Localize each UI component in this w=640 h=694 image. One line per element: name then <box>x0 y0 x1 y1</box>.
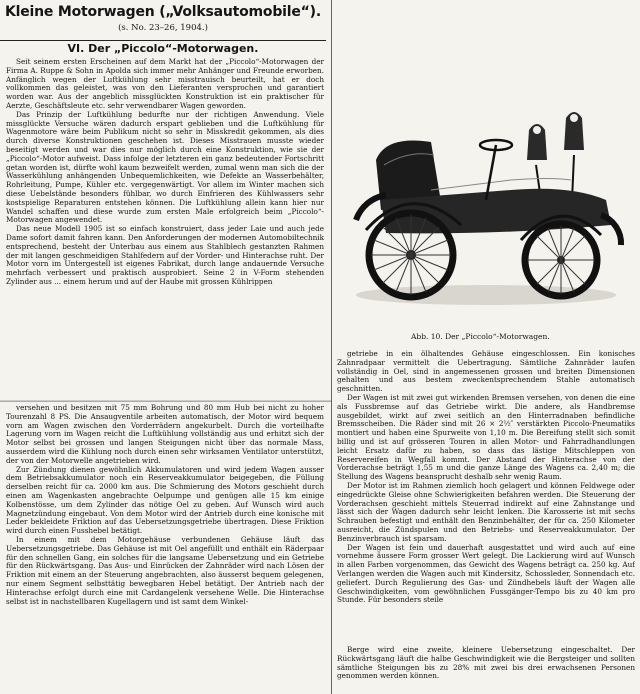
section-title: VI. Der „Piccolo“-Motorwagen. <box>67 42 259 55</box>
paragraph: Der Wagen ist fein und dauerhaft ausgestattet und wird auch auf eine vornehme äussere Form grosser Wert gelegt. Die Lackierung wird auf Wunsch in allen Farben vorgenommen, das Gewicht des Wagens beträgt ca. 250 kg. Auf Verlangen werden die Wagen auch mit Kindersitz, Schossleder, Sonnendach etc. geliefert. Durch Regulierung des Gas- und Zündhebels läuft der Wagen alle Geschwindigkeiten, vom gewöhnlichen Fussgänger-Tempo bis zu 40 km pro Stunde. Für besonders steile <box>337 542 635 605</box>
figure-caption: Abb. 10. Der „Piccolo“-Motorwagen. <box>411 332 550 341</box>
article-header <box>0 0 326 41</box>
right-column-upper <box>337 350 635 640</box>
scan-fold-line <box>0 400 331 402</box>
paragraph: Zur Zündung dienen gewöhnlich Akkumulatoren und wird jedem Wagen ausser dem Betriebsakkumulator noch ein Reserveakkumulator beigegeben, die Füllung derselben reicht für ca. 2000 km aus. Die Schmierung des Motors geschieht durch einen am Wagenkasten angebrachte Oelpumpe und genügen alle 15 km einige Kolbenstösse, um dem Zylinder das nötige Oel zu geben. Auf Wunsch wird auch Magnetzündung eingebaut. Von dem Motor wird der Antrieb durch eine konische mit Leder bekleidete Friktion auf das Uebersetzungsgetriebe übertragen. Diese Friktion wird durch einen Fusshebel betätigt. <box>6 464 324 536</box>
paragraph: Der Wagen ist mit zwei gut wirkenden Bremsen versehen, von denen die eine als Fussbremse auf das Getriebe wirkt. Die andere, als Handbremse ausgebildet, wirkt auf zwei seitlich an den Hinterradnaben befindliche Bremsscheiben. Die Räder sind mit 26 × 2½″ verstärkten Piccolo-Pneumatiks montiert und haben eine Spurweite von 1,10 m. Die Bereifung stellt sich somit billig und ist auf grösseren Touren in allen Motor- und Fahrradhandlungen leicht Ersatz dafür zu haben, so dass das lästige Mitschleppen von Reservereifen in Wegfall kommt. Der Abstand der Hinterachse von der Vorderachse beträgt 1,55 m und die ganze Länge des Wagens ca. 2,40 m; die Stellung des Wagens beansprucht deshalb sehr wenig Raum. <box>337 392 635 482</box>
paragraph: Das neue Modell 1905 ist so einfach konstruiert, dass jeder Laie und auch jede Dame sofort damit fahren kann. Den Anforderungen der modernen Automobiltechnik entsprechend, besteht der Unterbau aus einem aus Stahlblech gestanzten Rahmen der mit langen geschmeidigen Stahlfedern auf der Vorder- und Hinterachse ruht. Der Motor vorn im Untergestell ist eigenes Fabrikat, durch lange andauernde Versuche mehrfach verbessert und praktisch ausprobiert. Seine 2 in V-Form stehenden Zylinder aus ... einem herum und auf der Haube mit grossen Kühlrippen <box>6 224 324 286</box>
paragraph: In einem mit dem Motorgehäuse verbundenen Gehäuse läuft das Uebersetzungsgetriebe. Das Gehäuse ist mit Oel angefüllt und enthält ein Räderpaar für den schnellen Gang, ein solches für die langsame Uebersetzung und ein Getriebe für den Rückwärtsgang. Das Aus- und Einrücken der Zahnräder wird nach Lösen der Friktion mit einem an der Steuerung angebrachten, also äusserst bequem gelegenen, nur einem Segment selbsttätig bewegbaren Hebel betätigt. Der Antrieb nach der Hinterachse erfolgt durch eine mit Cardangelenk versehene Welle. Die Hinterachse selbst ist in nachstellbaren Kugellagern und ist samt dem Winkel- <box>6 534 324 606</box>
column-divider <box>331 0 332 694</box>
car-illustration <box>336 90 636 345</box>
issue-reference: (s. No. 23–26, 1904.) <box>118 23 208 33</box>
paragraph: Seit seinem ersten Erscheinen auf dem Markt hat der „Piccolo“-Motorwagen der Firma A. Ruppe & Sohn in Apolda sich immer mehr Anhänger und Freunde erworben. Anfänglich wegen der Luftkühlung sehr misstrauisch beurteilt, hat er doch vollkommen das geleistet, was von den Lieferanten versprochen und garantiert worden war. Aus der angeblich missglückten Konstruktion ist ein praktischer für Aerzte, Geschäftsleute etc. sehr verwendbarer Wagen geworden. <box>6 58 324 110</box>
paragraph: getriebe in ein ölhaltendes Gehäuse eingeschlossen. Ein konisches Zahnradpaar vermittelt die Uebertragung. Sämtliche Zahnräder laufen vollständig in Oel, sind in angemessenen grossen und breiten Dimensionen gehalten und aus bestem zweckentsprechendem Stahle automatisch geschnitten. <box>337 350 635 394</box>
left-column-upper <box>6 58 324 398</box>
paragraph: versehen und besitzen mit 75 mm Bohrung und 80 mm Hub bei nicht zu hoher Tourenzahl 8 PS. Die Ansaugventile arbeiten automatisch, der Motor wird bequem vorn am Wagen zwischen den Vorderrädern angekurbelt. Durch die vorteilhafte Lagerung vorn im Wagen reicht die Luftkühlung vollständig aus und erhitzt sich der Motor selbst bei grossen und langen Steigungen nicht über das normale Mass, ausserdem wird die Kühlung noch durch einen sehr wirksamen Ventilator unterstützt, der von der Motorwelle angetrieben wird. <box>6 404 324 465</box>
piccolo-car-drawing <box>336 90 636 330</box>
right-column-lower <box>337 646 635 692</box>
left-column-lower <box>6 404 324 692</box>
paragraph: Das Prinzip der Luftkühlung bedurfte nur der richtigen Anwendung. Viele missglückte Versuche wären dadurch erspart geblieben und die Luftkühlung für Wagenmotore wäre beim Publikum nicht so sehr in Misskredit gekommen, als dies durch diverse Konstruktionen geschehen ist. Dieses Misstrauen musste wieder beseitigt werden und war dies nur möglich durch eine Konstruktion, wie sie der „Piccolo“-Motor aufweist. Dass infolge der letzteren ein ganz bedeutender Fortschritt getan worden ist, dürfte wohl kaum bezweifelt werden, zumal wenn man sich die der Wasserkühlung anhängenden Unbequemlichkeiten, wie Defekte an Wasserbehälter, Rohrleitung, Pumpe, Kühler etc. vergegenwärtigt. Vor allem im Winter machen sich diese Uebelstände besonders fühlbar, wo durch Einfrieren des Kühlwassers sehr kostspielige Reparaturen entstehen können. Die Luftkühlung allein kann hier nur Wandel schaffen und diese wurde zum ersten Male erfolgreich beim „Piccolo“-Motorwagen angewendet. <box>6 109 324 225</box>
paragraph: Berge wird eine zweite, kleinere Uebersetzung eingeschaltet. Der Rückwärtsgang läuft die halbe Geschwindigkeit wie die Bergsteiger und sollten sämtliche Steigungen bis zu 28% mit zwei bis drei erwachsenen Personen genommen werden können. <box>337 646 635 681</box>
article-title: Kleine Motorwagen („Volksautomobile“). <box>5 4 321 20</box>
paragraph: Der Motor ist im Rahmen ziemlich hoch gelagert und können Feldwege oder eingedrückte Gleise ohne Schwierigkeiten befahren werden. Die Steuerung der Vorderachsen geschieht mittels Steuerrad indirekt auf eine Zahnstange und lässt sich der Wagen dadurch sehr leicht lenken. Die Karosserie ist mit sechs Schrauben befestigt und enthält den Benzinbehälter, der für ca. 250 Kilometer ausreicht, die Zündspulen und den Betriebs- und Reserveakkumulator. Der Benzinverbrauch ist sparsam. <box>337 480 635 543</box>
